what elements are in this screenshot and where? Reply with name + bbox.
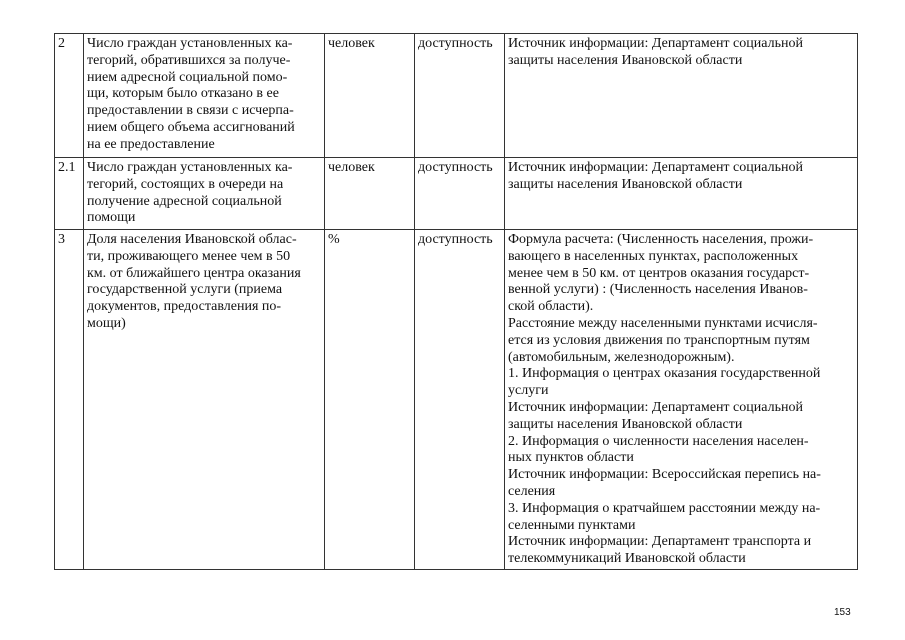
- row-number: 2: [55, 34, 84, 158]
- criterion-cell: доступность: [415, 34, 505, 158]
- indicator-cell: Число граждан установленных ка- тегорий, состоящих в очереди на получение адресной социальной помощи: [84, 158, 325, 230]
- method-cell: Источник информации: Департамент социальной защиты населения Ивановской области: [505, 158, 858, 230]
- page-number: 153: [834, 607, 851, 618]
- indicator-cell: Число граждан установленных ка- тегорий, обратившихся за получе- нием адресной социальной помо- щи, которым было отказано в ее предоставлении в связи с исчерпа- нием общего объема ассигнований на ее предоставление: [84, 34, 325, 158]
- indicator-cell: Доля населения Ивановской облас- ти, проживающего менее чем в 50 км. от ближайшего центра оказания государственной услуги (приема документов, предоставления по- мощи): [84, 230, 325, 570]
- row-number: 3: [55, 230, 84, 570]
- indicators-table: [54, 33, 858, 570]
- unit-cell: %: [325, 230, 415, 570]
- table-row: [55, 158, 858, 230]
- criterion-cell: доступность: [415, 158, 505, 230]
- row-number: 2.1: [55, 158, 84, 230]
- unit-cell: человек: [325, 158, 415, 230]
- method-cell: Формула расчета: (Численность населения, прожи- вающего в населенных пунктах, расположенных менее чем в 50 км. от центров оказания государст- венной услуги) : (Численность населения Иванов- ской области). Расстояние между населенными пунктами исчисля- ется из условия движения по транспортным путям (автомобильным, железнодорожным). 1. Информация о центрах оказания государственной услуги Источник информации: Департамент социальной защиты населения Ивановской области 2. Информация о численности населения населен- ных пунктов области Источник информации: Всероссийская перепись на- селения 3. Информация о кратчайшем расстоянии между на- селенными пунктами Источник информации: Департамент транспорта и телекоммуникаций Ивановской области: [505, 230, 858, 570]
- table-row: [55, 230, 858, 570]
- method-cell: Источник информации: Департамент социальной защиты населения Ивановской области: [505, 34, 858, 158]
- unit-cell: человек: [325, 34, 415, 158]
- table-row: [55, 34, 858, 158]
- criterion-cell: доступность: [415, 230, 505, 570]
